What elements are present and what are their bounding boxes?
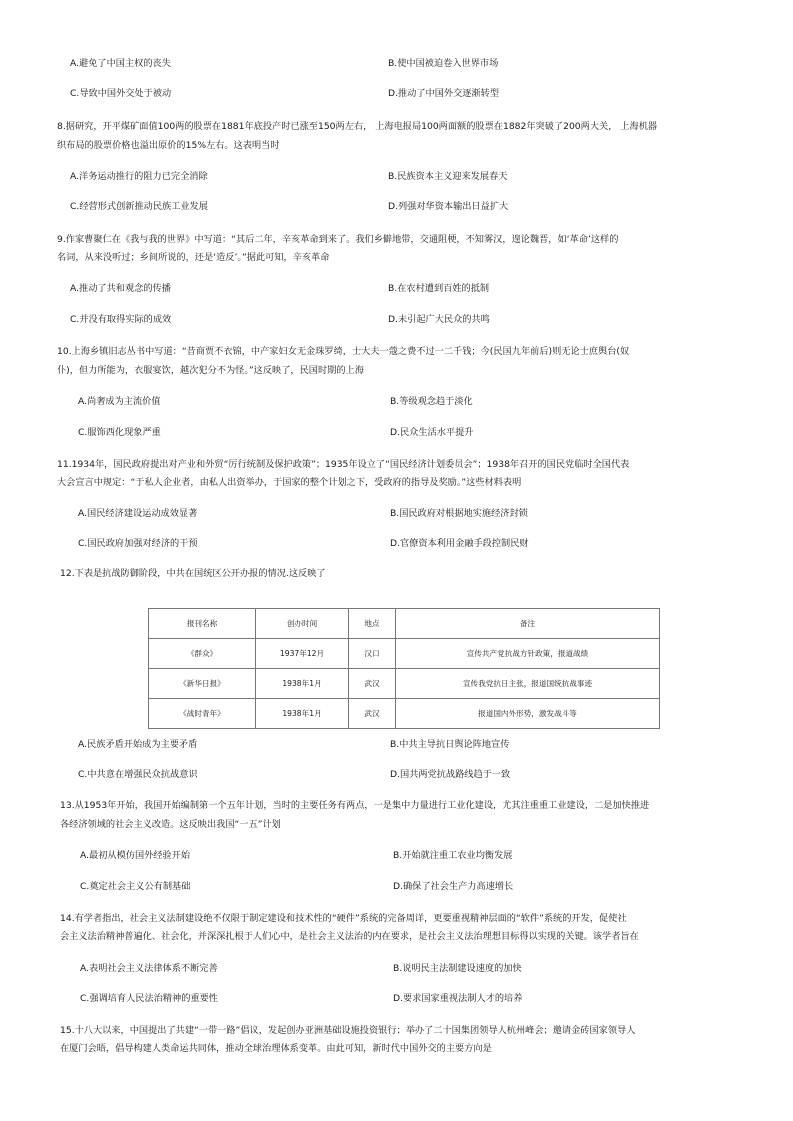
table-header-cell: 地点 bbox=[349, 609, 396, 639]
table-cell: 武汉 bbox=[349, 669, 396, 699]
q14-stem-line-1: 14.有学者指出，社会主义法制建设绝不仅限于制定建设和技术性的“硬件”系统的完备周详，更要重视精神层面的“软件”系统的开发，促使社 bbox=[60, 913, 627, 924]
q12-option-b: B.中共主导抗日舆论阵地宣传 bbox=[390, 739, 510, 750]
table-cell: 1938年1月 bbox=[256, 699, 349, 729]
q11-option-b: B.国民政府对根据地实施经济封锁 bbox=[390, 508, 528, 519]
q9-option-b: B.在农村遭到百姓的抵制 bbox=[388, 283, 490, 294]
q7-option-d: D.推动了中国外交逐渐转型 bbox=[388, 88, 500, 99]
q8-option-a: A.洋务运动推行的阻力已完全消除 bbox=[70, 171, 208, 182]
table-header-cell: 备注 bbox=[396, 609, 660, 639]
q10-stem-line-1: 10.上海乡镇旧志丛书中写道：“昔商贾不衣锦，中产家妇女无金珠罗绮，士大夫一蔻之费不过一二千钱；今(民国九年前后)则无论士庶舆台(奴 bbox=[57, 346, 630, 357]
q14-option-c: C.强调培育人民法治精神的重要性 bbox=[80, 993, 218, 1004]
table-header-row bbox=[149, 609, 660, 639]
q12-option-d: D.国共两党抗战路线趋于一致 bbox=[390, 769, 511, 780]
q14-option-a: A.表明社会主义法律体系不断完善 bbox=[80, 963, 218, 974]
table-cell: 《新华日报》 bbox=[149, 669, 256, 699]
table-cell: 汉口 bbox=[349, 639, 396, 669]
q14-stem-line-2: 会主义法治精神普遍化、社会化，并深深扎根于人们心中，是社会主义法治的内在要求，是社会主义法治理想目标得以实现的关键。该学者旨在 bbox=[60, 931, 639, 942]
q8-option-d: D.列强对华资本输出日益扩大 bbox=[388, 201, 509, 212]
q7-option-a: A.避免了中国主权的丧失 bbox=[70, 58, 171, 69]
q11-stem-line-2: 大会宣言中规定：“于私人企业者，由私人出资举办，于国家的整个计划之下，受政府的指导及奖励。”这些材料表明 bbox=[57, 477, 522, 488]
table-row bbox=[149, 639, 660, 669]
q10-option-d: D.民众生活水平提升 bbox=[390, 427, 474, 438]
q10-option-b: B.等级观念趋于淡化 bbox=[390, 396, 473, 407]
q7-option-c: C.导致中国外交处于被动 bbox=[70, 88, 172, 99]
q14-option-b: B.说明民主法制建设速度的加快 bbox=[393, 963, 522, 974]
table-cell: 武汉 bbox=[349, 699, 396, 729]
q12-option-c: C.中共意在增强民众抗战意识 bbox=[78, 769, 198, 780]
q12-table bbox=[148, 608, 660, 729]
q12-stem: 12.下表是抗战防御阶段，中共在国统区公开办报的情况.这反映了 bbox=[60, 568, 326, 579]
q7-option-b: B.使中国被迫卷入世界市场 bbox=[388, 58, 499, 69]
q10-option-c: C.服饰西化现象严重 bbox=[78, 427, 161, 438]
table-cell: 1937年12月 bbox=[256, 639, 349, 669]
table-row bbox=[149, 669, 660, 699]
q9-option-a: A.推动了共和观念的传播 bbox=[70, 283, 171, 294]
q13-option-c: C.奠定社会主义公有制基础 bbox=[80, 881, 191, 892]
table-cell: 宣传我党抗日主张，报道国统抗战事迹 bbox=[396, 669, 660, 699]
table-cell: 报道国内外形势，激发战斗等 bbox=[396, 699, 660, 729]
q13-stem-line-1: 13.从1953年开始，我国开始编制第一个五年计划，当时的主要任务有两点，一是集中力量进行工业化建设，尤其注重重工业建设，二是加快推进 bbox=[60, 800, 650, 811]
q10-stem-line-2: 仆)，但力所能为，衣服宴饮，越次犯分不为怪。”这反映了，民国时期的上海 bbox=[57, 365, 364, 376]
q8-stem-line-2: 织布局的股票价格也溢出原价的15%左右。这表明当时 bbox=[57, 140, 280, 151]
q11-stem-line-1: 11.1934年，国民政府提出对产业和外贸“厉行统制及保护政策”；1935年设立了“国民经济计划委员会”；1938年召开的国民党临时全国代表 bbox=[57, 459, 630, 470]
q9-stem-line-1: 9.作家曹聚仁在《我与我的世界》中写道：“其后二年，辛亥革命到来了。我们乡僻地带，交通阻梗，不知雾汉，遑论魏晋，如‘革命’这样的 bbox=[57, 234, 619, 245]
q13-stem-line-2: 各经济领域的社会主义改造。这反映出我国“一五”计划 bbox=[60, 819, 281, 830]
table-cell: 《战时青年》 bbox=[149, 699, 256, 729]
q12-option-a: A.民族矛盾开始成为主要矛盾 bbox=[78, 739, 198, 750]
q13-option-d: D.确保了社会生产力高速增长 bbox=[393, 881, 514, 892]
q9-option-d: D.未引起广大民众的共鸣 bbox=[388, 314, 490, 325]
table-header-cell: 报刊名称 bbox=[149, 609, 256, 639]
q8-option-b: B.民族资本主义迎来发展春天 bbox=[388, 171, 508, 182]
table-header-cell: 创办时间 bbox=[256, 609, 349, 639]
q8-option-c: C.经营形式创新推动民族工业发展 bbox=[70, 201, 208, 212]
q14-option-d: D.要求国家重视法制人才的培养 bbox=[393, 993, 523, 1004]
table-row bbox=[149, 699, 660, 729]
q13-option-b: B.开始就注重工农业均衡发展 bbox=[393, 850, 513, 861]
q11-option-d: D.官僚资本利用金融手段控制民财 bbox=[390, 538, 529, 549]
q15-stem-line-1: 15.十八大以来，中国提出了共建“一带一路”倡议，发起创办亚洲基础设施投资银行；举办了二十国集团领导人杭州峰会；邀请金砖国家领导人 bbox=[60, 1025, 636, 1036]
table-cell: 《群众》 bbox=[149, 639, 256, 669]
table-cell: 宣传共产党抗战方针政策，报道战绩 bbox=[396, 639, 660, 669]
q11-option-c: C.国民政府加强对经济的干预 bbox=[78, 538, 198, 549]
q9-stem-line-2: 名词，从来没听过；乡间所说的，还是‘造反’。”据此可知，辛亥革命 bbox=[57, 252, 330, 263]
q10-option-a: A.尚奢成为主流价值 bbox=[78, 396, 161, 407]
q9-option-c: C.并没有取得实际的成效 bbox=[70, 314, 172, 325]
q8-stem-line-1: 8.据研究，开平煤矿面值100两的股票在1881年底投产时已涨至150两左右， 上海电报局100两面额的股票在1882年突破了200两大关， 上海机器 bbox=[57, 121, 658, 132]
q11-option-a: A.国民经济建设运动成效显著 bbox=[78, 508, 198, 519]
q15-stem-line-2: 在厦门会晤，倡导构建人类命运共同体，推动全球治理体系变革。由此可知，新时代中国外交的主要方向是 bbox=[60, 1043, 492, 1054]
table-cell: 1938年1月 bbox=[256, 669, 349, 699]
q13-option-a: A.最初从模仿国外经验开始 bbox=[80, 850, 191, 861]
